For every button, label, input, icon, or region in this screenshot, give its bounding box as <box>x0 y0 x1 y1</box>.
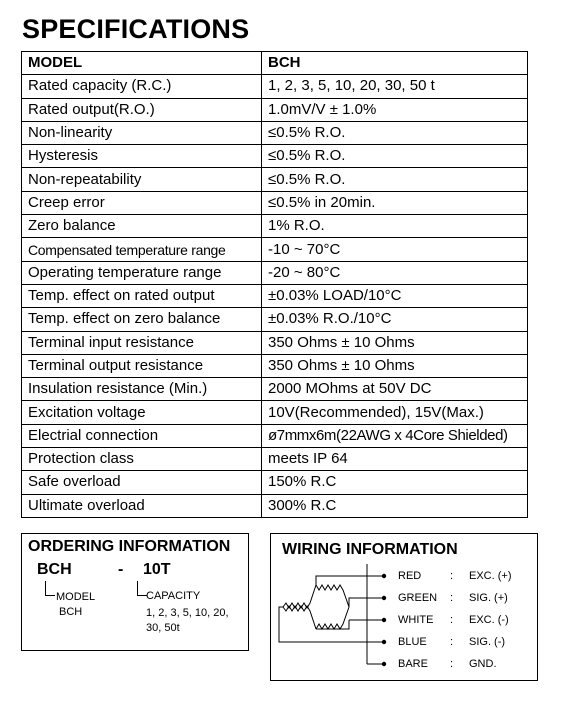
spec-value: ≤0.5% R.O. <box>262 121 528 144</box>
header-bch: BCH <box>262 52 528 75</box>
spec-parameter: Ultimate overload <box>22 494 262 517</box>
spec-value: 1.0mV/V ± 1.0% <box>262 98 528 121</box>
header-model: MODEL <box>22 52 262 75</box>
ordering-model-code: BCH <box>37 561 72 578</box>
wiring-information-box <box>270 533 538 681</box>
table-row <box>22 284 528 307</box>
wire-colon: : <box>450 570 454 582</box>
table-row <box>22 145 528 168</box>
wire-colon: : <box>450 614 454 626</box>
wiring-heading: WIRING INFORMATION <box>282 541 458 558</box>
spec-parameter: Temp. effect on rated output <box>22 284 262 307</box>
spec-value: 350 Ohms ± 10 Ohms <box>262 331 528 354</box>
wire-colon: : <box>450 636 454 648</box>
table-row <box>22 424 528 447</box>
spec-value: ≤0.5% R.O. <box>262 168 528 191</box>
spec-value: ±0.03% LOAD/10°C <box>262 284 528 307</box>
spec-parameter: Excitation voltage <box>22 401 262 424</box>
table-row <box>22 378 528 401</box>
wire-color-label: GREEN <box>398 592 438 604</box>
table-row <box>22 354 528 377</box>
wire-function-label: SIG. (+) <box>469 592 508 604</box>
table-row <box>22 471 528 494</box>
spec-parameter: Rated output(R.O.) <box>22 98 262 121</box>
spec-value: ≤0.5% in 20min. <box>262 191 528 214</box>
resistor-bottom-left <box>283 606 316 629</box>
spec-value: -10 ~ 70°C <box>262 238 528 261</box>
ordering-capacity-values: 1, 2, 3, 5, 10, 20, 30, 50t <box>146 607 229 634</box>
table-row <box>22 401 528 424</box>
wire-color-label: BARE <box>398 658 428 670</box>
table-row <box>22 331 528 354</box>
spec-parameter: Temp. effect on zero balance <box>22 308 262 331</box>
wire-color-label: BLUE <box>398 636 427 648</box>
spec-value: 150% R.C <box>262 471 528 494</box>
wire-function-label: SIG. (-) <box>469 636 506 648</box>
resistor-top-right <box>316 585 349 607</box>
resistor-bottom-right <box>316 607 349 629</box>
ordering-model-value: BCH <box>59 606 83 618</box>
spec-parameter: Hysteresis <box>22 145 262 168</box>
page-title: SPECIFICATIONS <box>22 14 250 44</box>
spec-value: meets IP 64 <box>262 448 528 471</box>
terminal-green <box>382 596 386 600</box>
wire-function-label: EXC. (-) <box>469 614 509 626</box>
ordering-information-box <box>21 533 249 651</box>
wire-colon: : <box>450 658 454 670</box>
table-row <box>22 121 528 144</box>
ordering-heading: ORDERING INFORMATION <box>28 538 231 555</box>
spec-value: -20 ~ 80°C <box>262 261 528 284</box>
spec-value: 10V(Recommended), 15V(Max.) <box>262 401 528 424</box>
spec-parameter: Rated capacity (R.C.) <box>22 75 262 98</box>
spec-value: ±0.03% R.O./10°C <box>262 308 528 331</box>
spec-parameter: Terminal input resistance <box>22 331 262 354</box>
wire-color-label: WHITE <box>398 614 434 626</box>
spec-parameter: Electrial connection <box>22 424 262 447</box>
table-header-row <box>22 52 528 75</box>
terminal-blue <box>382 640 386 644</box>
ordering-capacity-label: CAPACITY <box>146 590 201 602</box>
table-row <box>22 98 528 121</box>
ordering-model-label: MODEL <box>56 591 96 603</box>
model-bracket-line <box>45 581 55 596</box>
spec-parameter: Non-linearity <box>22 121 262 144</box>
table-row <box>22 494 528 517</box>
spec-parameter: Compensated temperature range <box>22 238 262 261</box>
ordering-separator: - <box>118 561 124 578</box>
table-row <box>22 261 528 284</box>
spec-value: 1% R.O. <box>262 215 528 238</box>
ordering-capacity-code: 10T <box>143 561 171 578</box>
resistor-top-left <box>283 585 316 608</box>
spec-value: 350 Ohms ± 10 Ohms <box>262 354 528 377</box>
wire-function-label: GND. <box>469 658 497 670</box>
table-row <box>22 191 528 214</box>
table-row <box>22 448 528 471</box>
spec-value: ø7mmx6m(22AWG x 4Core Shielded) <box>262 424 528 447</box>
spec-parameter: Insulation resistance (Min.) <box>22 378 262 401</box>
specifications-table <box>21 51 528 518</box>
spec-value: 300% R.C <box>262 494 528 517</box>
wire-color-label: RED <box>398 570 422 582</box>
spec-parameter: Operating temperature range <box>22 261 262 284</box>
spec-value: 1, 2, 3, 5, 10, 20, 30, 50 t <box>262 75 528 98</box>
table-row <box>22 238 528 261</box>
wire-red <box>316 576 384 585</box>
wire-function-label: EXC. (+) <box>469 570 512 582</box>
spec-parameter: Non-repeatability <box>22 168 262 191</box>
wire-colon: : <box>450 592 454 604</box>
spec-parameter: Terminal output resistance <box>22 354 262 377</box>
terminal-white <box>382 618 386 622</box>
spec-parameter: Safe overload <box>22 471 262 494</box>
spec-parameter: Protection class <box>22 448 262 471</box>
specifications-table-body <box>22 52 528 518</box>
table-row <box>22 75 528 98</box>
spec-parameter: Creep error <box>22 191 262 214</box>
table-row <box>22 215 528 238</box>
terminal-red <box>382 574 386 578</box>
spec-parameter: Zero balance <box>22 215 262 238</box>
spec-value: ≤0.5% R.O. <box>262 145 528 168</box>
table-row <box>22 308 528 331</box>
terminal-bare <box>382 662 386 666</box>
spec-value: 2000 MOhms at 50V DC <box>262 378 528 401</box>
table-row <box>22 168 528 191</box>
